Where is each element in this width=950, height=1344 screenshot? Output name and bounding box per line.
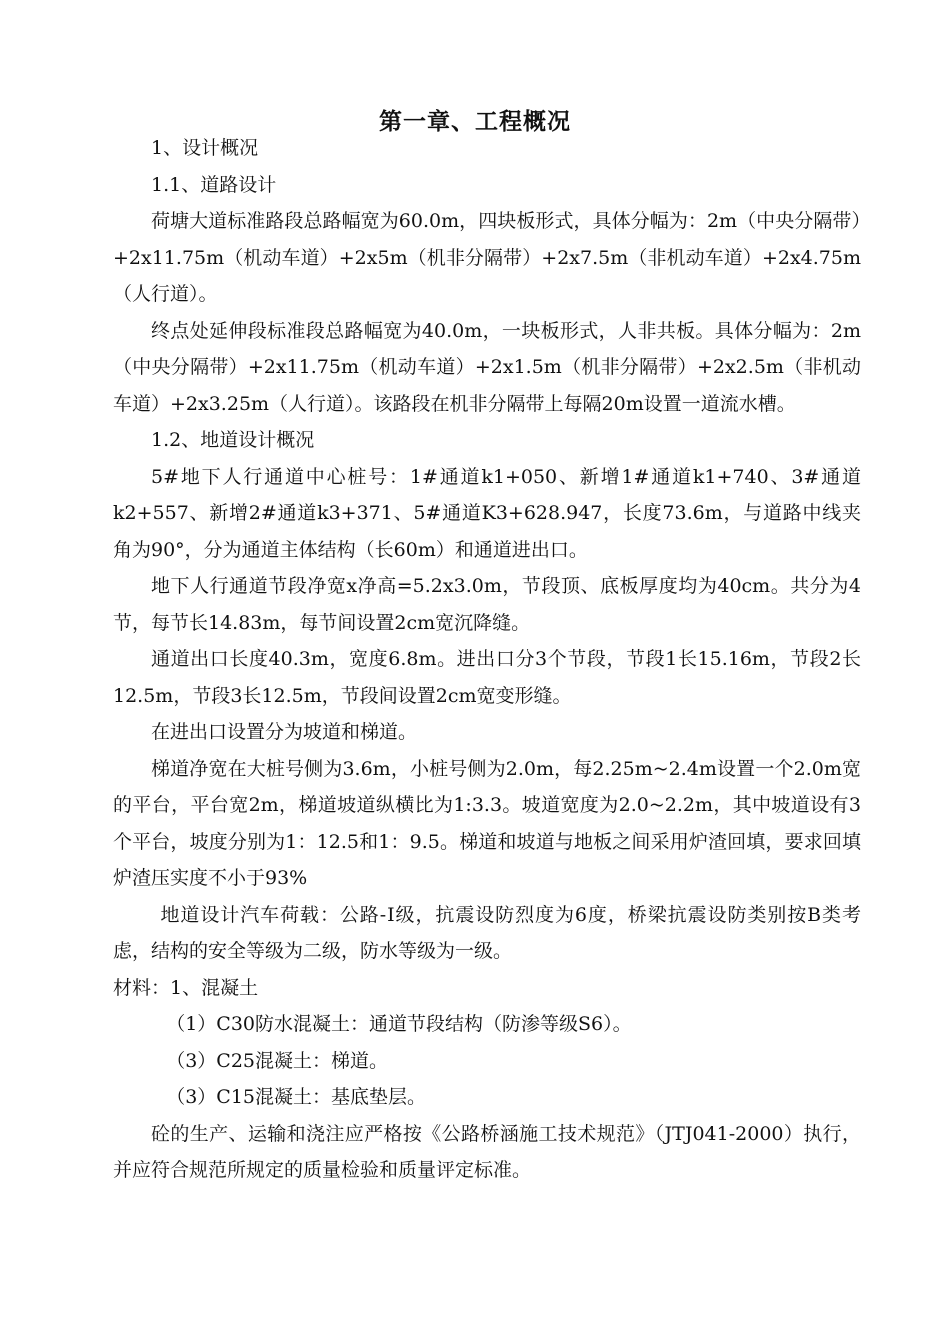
material-item-c25: （3）C25混凝土：梯道。 xyxy=(166,1049,388,1072)
section-heading-design-overview: 1、设计概况 xyxy=(151,137,259,159)
paragraph-design-load: 地道设计汽车荷载：公路-Ⅰ级，抗震设防烈度为6度，桥梁抗震设防类别按B类考虑，结构的安全等级为二级，防水等级为一级。 xyxy=(113,903,861,962)
document-body xyxy=(113,130,861,1189)
subsection-heading-underpass-design: 1.2、地道设计概况 xyxy=(151,429,315,451)
paragraph-road-extension-section: 终点处延伸段标准段总路幅宽为40.0m，一块板形式，人非共板。具体分幅为：2m（中央分隔带）+2x11.75m（机动车道）+2x1.5m（机非分隔带）+2x2.5m（非机动车道）+2x3.25m（人行道）。该路段在机非分隔带上每隔20m设置一道流水槽。 xyxy=(113,319,861,415)
chapter-title: 第一章、工程概况 xyxy=(379,109,571,135)
material-item-c30: （1）C30防水混凝土：通道节段结构（防渗等级S6）。 xyxy=(166,1013,632,1035)
paragraph-concrete-spec: 砼的生产、运输和浇注应严格按《公路桥涵施工技术规范》（JTJ041-2000）执行，并应符合规范所规定的质量检验和质量评定标准。 xyxy=(113,1122,861,1181)
paragraph-ramp-stair: 在进出口设置分为坡道和梯道。 xyxy=(151,721,418,743)
material-item-c15: （3）C15混凝土：基底垫层。 xyxy=(166,1086,426,1108)
paragraph-underpass-dimensions: 地下人行通道节段净宽x净高=5.2x3.0m，节段顶、底板厚度均为40cm。共分为4节，每节长14.83m，每节间设置2cm宽沉降缝。 xyxy=(113,575,861,634)
subsection-heading-road-design: 1.1、道路设计 xyxy=(151,173,277,196)
paragraph-stair-details: 梯道净宽在大桩号侧为3.6m，小桩号侧为2.0m，每2.25m~2.4m设置一个2.0m宽的平台，平台宽2m，梯道坡道纵横比为1:3.3。坡道宽度为2.0~2.2m，其中坡道设有3个平台，坡度分别为1：12.5和1：9.5。梯道和坡道与地板之间采用炉渣回填，要求回填炉渣压实度不小于93% xyxy=(113,757,861,889)
paragraph-road-standard-section: 荷塘大道标准路段总路幅宽为60.0m，四块板形式，具体分幅为：2m（中央分隔带）+2x11.75m（机动车道）+2x5m（机非分隔带）+2x7.5m（非机动车道）+2x4.75m（人行道）。 xyxy=(113,210,861,305)
paragraph-exit-dimensions: 通道出口长度40.3m，宽度6.8m。进出口分3个节段，节段1长15.16m，节段2长12.5m，节段3长12.5m，节段间设置2cm宽变形缝。 xyxy=(113,648,861,707)
paragraph-underpass-stations: 5#地下人行通道中心桩号：1#通道k1+050、新增1#通道k1+740、3#通道k2+557、新增2#通道k3+371、5#通道K3+628.947，长度73.6m，与道路中线夹角为90°，分为通道主体结构（长60m）和通道进出口。 xyxy=(113,465,861,561)
materials-heading: 材料：1、混凝土 xyxy=(113,976,259,999)
